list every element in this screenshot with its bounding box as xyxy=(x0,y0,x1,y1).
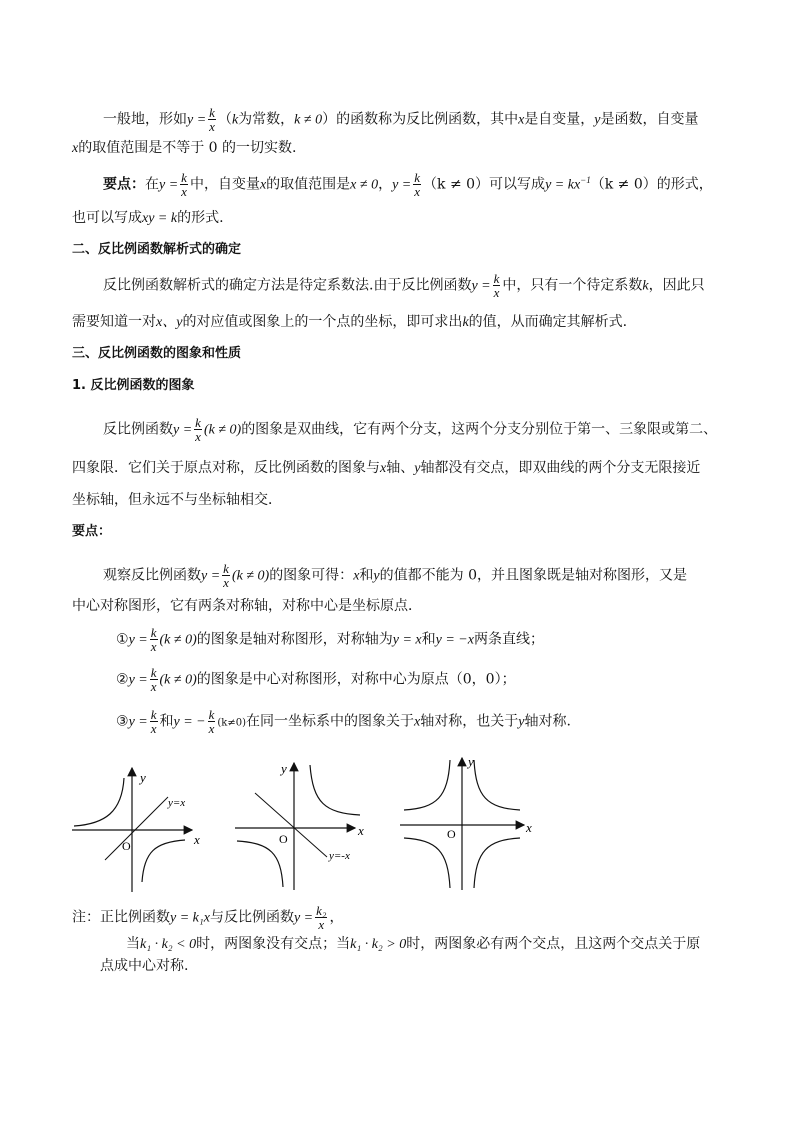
math-sup: −1 xyxy=(580,175,591,185)
math: x xyxy=(518,112,525,128)
text: 是自变量， xyxy=(524,111,595,128)
text: 中，自变量 xyxy=(189,176,260,193)
fraction-k-over-x: $\frac{k}{x}$ xyxy=(414,170,421,200)
math: (k ≠ 0) xyxy=(203,422,242,438)
x-axis-label: x xyxy=(526,820,532,835)
math: xy = k xyxy=(142,211,178,226)
math: y = xyxy=(128,632,148,648)
fraction-k2-over-x: $\frac{\text{k₂}}{x}$ xyxy=(316,903,327,932)
fraction-k-over-x: $\frac{k}{x}$ xyxy=(150,665,157,694)
math: y = k₁x xyxy=(170,910,210,926)
text: 时，两图象没有交点；当 xyxy=(196,936,351,952)
text: ② xyxy=(116,671,129,688)
fraction-k-over-x: $\frac{k}{x}$ xyxy=(208,707,215,736)
hyperbola-branch xyxy=(474,838,520,888)
math: k xyxy=(462,315,469,330)
fraction-k-over-x: $\frac{k}{x}$ xyxy=(223,561,229,590)
subsection-heading: 1. 反比例函数的图象 xyxy=(72,378,195,393)
text: ，因此只 xyxy=(648,277,705,294)
math: y = xyxy=(128,672,148,688)
hyperbola-branch xyxy=(474,760,520,810)
math: (k ≠ 0) xyxy=(159,632,197,648)
math: y = xyxy=(173,422,193,438)
fraction-k-over-x: $\frac{k}{x}$ xyxy=(150,707,157,736)
text: 的形式. xyxy=(177,210,224,226)
text: 两条直线； xyxy=(473,631,544,648)
text: 和 xyxy=(421,631,436,648)
x-axis-label: x xyxy=(194,832,200,847)
text: （ xyxy=(217,111,232,128)
line-y-equals-x xyxy=(105,797,168,860)
text: （k ≠ 0）可以写成 xyxy=(423,176,546,193)
text: 的取值范围是不等于 0 的一切实数. xyxy=(78,140,297,156)
text: 的对应值或图象上的一个点的坐标，即可求出 xyxy=(182,314,463,330)
origin-label: O xyxy=(122,839,131,853)
text: 在 xyxy=(145,176,159,193)
math: k₁ · k₂ < 0 xyxy=(140,937,197,952)
text: 也可以写成 xyxy=(72,210,142,226)
list-item-xy-symmetry xyxy=(116,708,571,735)
text: 需要知道一对 xyxy=(72,314,156,330)
math: y xyxy=(594,112,601,128)
math: x xyxy=(414,714,421,730)
figure-2-hyperbola-y-equals-minus-x xyxy=(225,755,375,895)
list-item-axis-symmetry xyxy=(116,626,544,653)
section-heading-2: 二、反比例函数解析式的确定 xyxy=(72,242,242,257)
paragraph-observe-cont: 中心对称图形，它有两条对称轴，对称中心是坐标原点． xyxy=(72,598,422,614)
fraction-k-over-x: $\frac{k}{x}$ xyxy=(493,271,500,300)
paragraph-graph xyxy=(103,416,717,443)
text: 一般地，形如 xyxy=(103,111,187,128)
text: ， xyxy=(378,176,393,193)
text: 轴对称，也关于 xyxy=(420,713,519,730)
keypoint-label: 要点： xyxy=(103,176,145,193)
paragraph-graph-cont xyxy=(72,458,700,479)
text: 中，只有一个待定系数 xyxy=(502,277,643,294)
math: k xyxy=(642,278,649,294)
text: 与反比例函数 xyxy=(209,909,294,926)
text: 轴都没有交点，即双曲线的两个分支无限接近 xyxy=(420,460,701,476)
y-axis-label: y xyxy=(468,754,474,769)
math: x xyxy=(259,177,267,193)
math: y = − xyxy=(173,714,206,730)
text: 的图象是轴对称图形，对称轴为 xyxy=(196,631,393,648)
hyperbola-branch xyxy=(142,840,185,882)
text: 反比例函数解析式的确定方法是待定系数法.由于反比例函数 xyxy=(103,277,472,294)
text: 的图象是双曲线，它有两个分支，这两个分支分别位于第一、三象限或第二、 xyxy=(241,421,718,438)
text: 的图象是中心对称图形，对称中心为原点（0，0）； xyxy=(196,671,516,688)
y-axis-label: y xyxy=(281,761,287,776)
math: x ≠ 0 xyxy=(350,177,379,193)
text: 和 xyxy=(159,713,174,730)
text: 注：正比例函数 xyxy=(72,909,170,926)
hyperbola-branch xyxy=(404,838,450,888)
figure-1-hyperbola-y-equals-x xyxy=(60,762,210,897)
math: y = x xyxy=(392,632,422,648)
math: y = xyxy=(128,714,148,730)
fraction-k-over-x: $\frac{k}{x}$ xyxy=(209,105,215,134)
math: (k ≠ 0) xyxy=(159,672,197,688)
y-axis-label: y xyxy=(140,770,146,785)
text: 是函数，自变量 xyxy=(600,111,699,128)
origin-label: O xyxy=(447,827,456,841)
keypoint-heading: 要点： xyxy=(72,524,112,539)
text: ① xyxy=(116,631,129,648)
math: y xyxy=(414,461,421,476)
math: (k≠0) xyxy=(217,717,247,729)
fraction-k-over-x: $\frac{k}{x}$ xyxy=(195,415,201,444)
origin-label: O xyxy=(279,832,288,846)
section-heading-3: 三、反比例函数的图象和性质 xyxy=(72,346,242,361)
note-paragraph-cont2: 点成中心对称. xyxy=(100,958,189,974)
math: y = xyxy=(392,177,412,193)
x-axis-label: x xyxy=(358,823,364,838)
paragraph-definition-cont xyxy=(72,138,296,159)
text: 的值都不能为 0，并且图象既是轴对称图形，又是 xyxy=(379,567,687,584)
paragraph-definition xyxy=(103,106,699,133)
text: ③ xyxy=(116,713,129,730)
text: 轴对称. xyxy=(524,713,571,730)
text: ）的函数称为反比例函数，其中 xyxy=(322,111,519,128)
fraction-k-over-x: $\frac{k}{x}$ xyxy=(181,170,187,200)
text: 为常数， xyxy=(238,111,295,128)
text: 时，两图象必有两个交点，且这两个交点关于原 xyxy=(406,936,701,952)
math: y = xyxy=(471,278,491,294)
math: x xyxy=(380,461,387,476)
paragraph-determination-cont xyxy=(72,312,627,333)
math: y = kx xyxy=(545,177,581,193)
hyperbola-branch xyxy=(310,765,360,815)
hyperbola-branch xyxy=(74,778,124,826)
paragraph-observe xyxy=(103,562,687,589)
paragraph-keypoint xyxy=(103,170,713,198)
math: y xyxy=(373,568,380,584)
line-label: y=-x xyxy=(329,850,350,862)
math: x xyxy=(353,568,360,584)
hyperbola-branch xyxy=(237,841,283,887)
paragraph-graph-cont2: 坐标轴，但永远不与坐标轴相交． xyxy=(72,492,282,508)
math: k₁ · k₂ > 0 xyxy=(350,937,407,952)
math: y xyxy=(518,714,525,730)
text: 的取值范围是 xyxy=(266,176,351,193)
text: 四象限．它们关于原点对称，反比例函数的图象与 xyxy=(72,460,380,476)
figure-3-four-branches xyxy=(392,752,542,894)
math: y = xyxy=(201,568,221,584)
note-paragraph-cont xyxy=(126,934,700,955)
math: y = xyxy=(159,177,179,193)
text: （k ≠ 0）的形式， xyxy=(590,176,713,193)
paragraph-keypoint-cont xyxy=(72,208,224,229)
text: 反比例函数 xyxy=(103,421,173,438)
text: 和 xyxy=(359,567,374,584)
text: 观察反比例函数 xyxy=(103,567,201,584)
text: 当 xyxy=(126,936,140,952)
math: k ≠ 0 xyxy=(294,112,323,128)
math: x、y xyxy=(156,315,183,330)
math: k xyxy=(231,112,239,128)
list-item-central-symmetry xyxy=(116,666,516,693)
text: 轴、 xyxy=(386,460,415,476)
text: 在同一坐标系中的图象关于 xyxy=(246,713,415,730)
math: y = −x xyxy=(435,632,474,648)
text: 的图象可得： xyxy=(269,567,354,584)
line-label: y=x xyxy=(168,797,186,809)
math: (k ≠ 0) xyxy=(231,568,270,584)
math: y = xyxy=(187,112,207,128)
fraction-k-over-x: $\frac{k}{x}$ xyxy=(150,625,157,654)
math: x xyxy=(72,141,79,156)
hyperbola-branch xyxy=(404,760,450,810)
math: y = xyxy=(293,910,314,926)
note-paragraph xyxy=(72,904,343,931)
text: ， xyxy=(329,909,344,926)
paragraph-determination xyxy=(103,272,705,299)
text: 的值，从而确定其解析式. xyxy=(468,314,628,330)
